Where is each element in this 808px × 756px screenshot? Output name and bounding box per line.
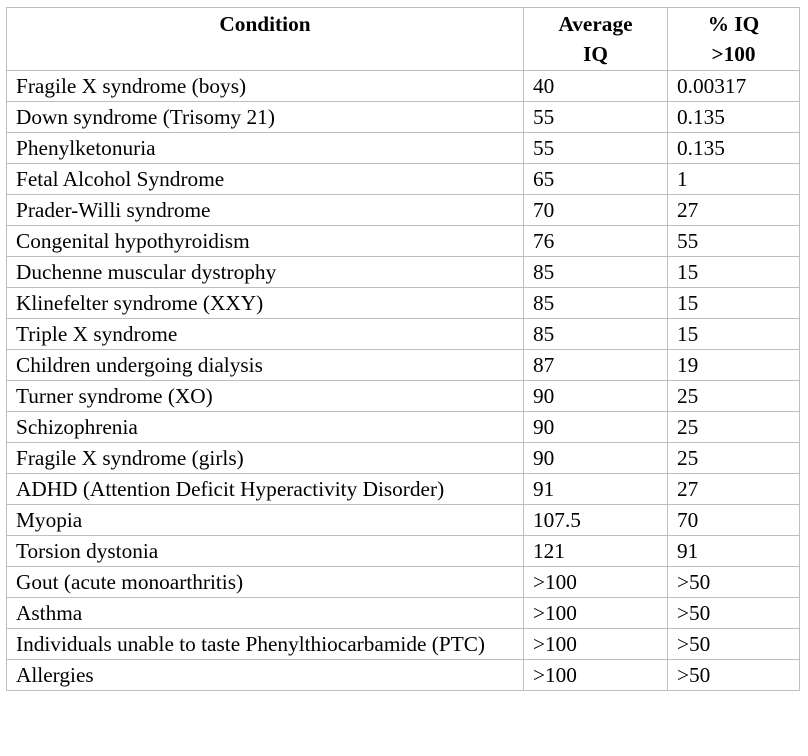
table-row [7,257,800,288]
average-iq-cell: 85 [524,319,668,350]
average-iq-cell: 107.5 [524,505,668,536]
pct-iq-cell: 15 [668,288,800,319]
average-iq-cell: >100 [524,567,668,598]
header-average-iq-line1: Average [558,12,633,36]
average-iq-cell: 90 [524,381,668,412]
average-iq-cell: >100 [524,598,668,629]
pct-iq-cell: 15 [668,257,800,288]
condition-cell: Fragile X syndrome (boys) [7,71,524,102]
pct-iq-cell: >50 [668,629,800,660]
table-row [7,598,800,629]
table-row [7,660,800,691]
average-iq-cell: 85 [524,288,668,319]
header-pct-iq-line2: >100 [711,42,756,66]
iq-conditions-table [6,7,800,691]
condition-cell: Klinefelter syndrome (XXY) [7,288,524,319]
pct-iq-cell: 27 [668,474,800,505]
condition-cell: Fetal Alcohol Syndrome [7,164,524,195]
condition-cell: Allergies [7,660,524,691]
table-row [7,164,800,195]
pct-iq-cell: 15 [668,319,800,350]
pct-iq-cell: 0.135 [668,133,800,164]
header-pct-iq [668,8,800,71]
table-row [7,412,800,443]
pct-iq-cell: 55 [668,226,800,257]
table-row [7,443,800,474]
condition-cell: Torsion dystonia [7,536,524,567]
pct-iq-cell: 91 [668,536,800,567]
condition-cell: Down syndrome (Trisomy 21) [7,102,524,133]
pct-iq-cell: 19 [668,350,800,381]
table-row [7,288,800,319]
table-row [7,350,800,381]
pct-iq-cell: 1 [668,164,800,195]
pct-iq-cell: >50 [668,567,800,598]
table-row [7,505,800,536]
average-iq-cell: 55 [524,102,668,133]
table-row [7,71,800,102]
condition-cell: Individuals unable to taste Phenylthiocarbamide (PTC) [7,629,524,660]
table-body [7,71,800,691]
average-iq-cell: >100 [524,660,668,691]
average-iq-cell: 40 [524,71,668,102]
pct-iq-cell: 25 [668,381,800,412]
condition-cell: Schizophrenia [7,412,524,443]
condition-cell: Asthma [7,598,524,629]
condition-cell: Duchenne muscular dystrophy [7,257,524,288]
condition-cell: Congenital hypothyroidism [7,226,524,257]
table-row [7,133,800,164]
header-condition: Condition [7,8,524,71]
header-pct-iq-line1: % IQ [707,12,760,36]
average-iq-cell: 87 [524,350,668,381]
table-row [7,567,800,598]
table-row [7,536,800,567]
pct-iq-cell: >50 [668,660,800,691]
condition-cell: Children undergoing dialysis [7,350,524,381]
average-iq-cell: 90 [524,412,668,443]
table-row [7,474,800,505]
average-iq-cell: 55 [524,133,668,164]
pct-iq-cell: >50 [668,598,800,629]
condition-cell: Triple X syndrome [7,319,524,350]
condition-cell: Prader-Willi syndrome [7,195,524,226]
header-row [7,8,800,71]
table-row [7,319,800,350]
table-row [7,195,800,226]
condition-cell: Gout (acute monoarthritis) [7,567,524,598]
average-iq-cell: 76 [524,226,668,257]
header-average-iq-line2: IQ [583,42,608,66]
pct-iq-cell: 0.00317 [668,71,800,102]
average-iq-cell: >100 [524,629,668,660]
condition-cell: Phenylketonuria [7,133,524,164]
average-iq-cell: 65 [524,164,668,195]
average-iq-cell: 90 [524,443,668,474]
average-iq-cell: 70 [524,195,668,226]
pct-iq-cell: 27 [668,195,800,226]
table-row [7,381,800,412]
pct-iq-cell: 25 [668,412,800,443]
pct-iq-cell: 25 [668,443,800,474]
condition-cell: Turner syndrome (XO) [7,381,524,412]
pct-iq-cell: 0.135 [668,102,800,133]
table-row [7,226,800,257]
header-average-iq [524,8,668,71]
condition-cell: Myopia [7,505,524,536]
condition-cell: Fragile X syndrome (girls) [7,443,524,474]
table-row [7,102,800,133]
condition-cell: ADHD (Attention Deficit Hyperactivity Disorder) [7,474,524,505]
average-iq-cell: 121 [524,536,668,567]
table-row [7,629,800,660]
pct-iq-cell: 70 [668,505,800,536]
average-iq-cell: 91 [524,474,668,505]
average-iq-cell: 85 [524,257,668,288]
